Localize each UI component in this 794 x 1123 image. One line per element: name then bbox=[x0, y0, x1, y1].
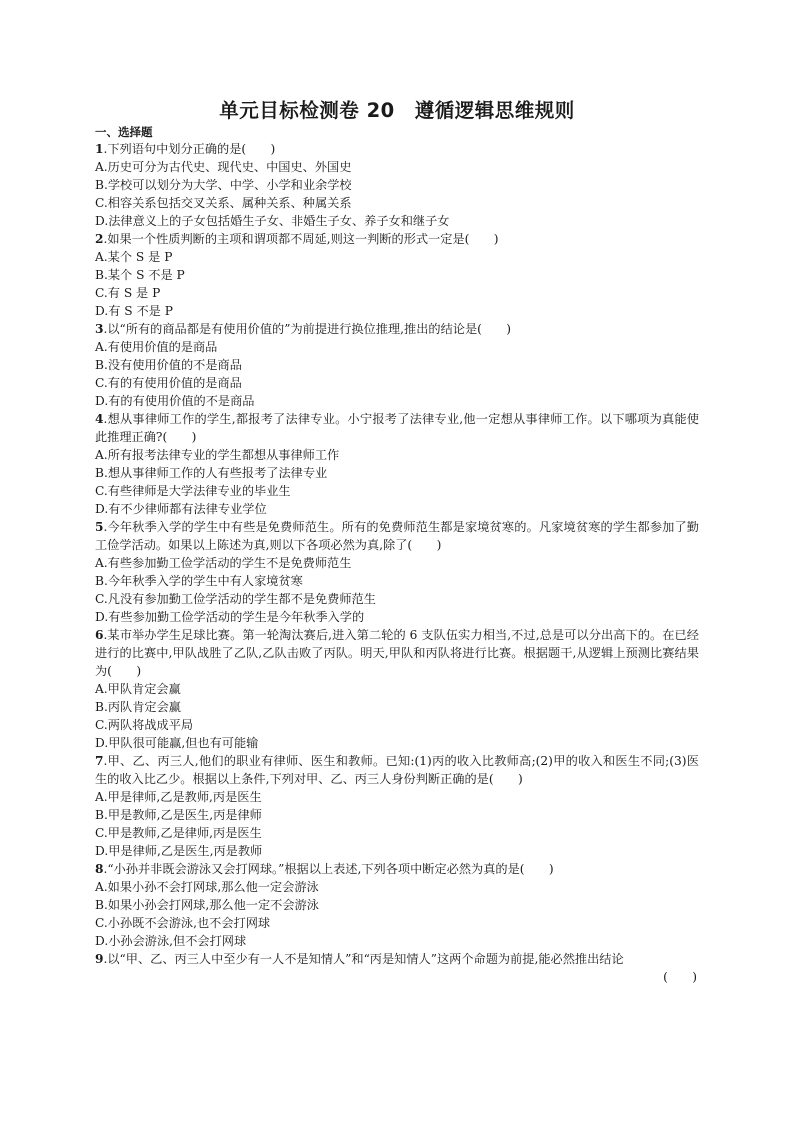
option-b: B.学校可以划分为大学、中学、小学和业余学校 bbox=[95, 178, 352, 192]
question-number: 7 bbox=[95, 754, 104, 768]
question-text: .甲、乙、丙三人,他们的职业有律师、医生和教师。已知:(1)丙的收入比教师高;(2)甲的收入和医生不同;(3)医生的收入比乙少。根据以上条件,下列对甲、乙、丙三人身份判断正确的是( ) bbox=[95, 754, 699, 786]
question-number: 8 bbox=[95, 862, 104, 876]
exam-page bbox=[95, 98, 699, 986]
option-b: B.今年秋季入学的学生中有人家境贫寒 bbox=[95, 574, 303, 588]
option-d: D.有 S 不是 P bbox=[95, 304, 173, 318]
question-number: 9 bbox=[95, 952, 104, 966]
option-c: C.有 S 是 P bbox=[95, 286, 161, 300]
question-text: .以“甲、乙、丙三人中至少有一人不是知情人”和“丙是知情人”这两个命题为前提,能必然推出结论 bbox=[103, 952, 624, 966]
question-text: .想从事律师工作的学生,都报考了法律专业。小宁报考了法律专业,他一定想从事律师工作。以下哪项为真能使此推理正确?( ) bbox=[95, 412, 699, 444]
option-a: A.甲是律师,乙是教师,丙是医生 bbox=[95, 790, 262, 804]
question-text: .以“所有的商品都是有使用价值的”为前提进行换位推理,推出的结论是( ) bbox=[103, 322, 512, 336]
question-block bbox=[95, 518, 699, 626]
question-number: 4 bbox=[95, 412, 104, 426]
question-block bbox=[95, 140, 699, 230]
question-block bbox=[95, 626, 699, 752]
question-block bbox=[95, 320, 699, 410]
question-stem bbox=[95, 626, 699, 680]
option-b: B.没有使用价值的不是商品 bbox=[95, 358, 242, 372]
question-stem bbox=[95, 950, 699, 968]
question-text: .“小孙并非既会游泳又会打网球。”根据以上表述,下列各项中断定必然为真的是( ) bbox=[103, 862, 554, 876]
question-number: 6 bbox=[95, 628, 104, 642]
question-number: 2 bbox=[95, 232, 104, 246]
option-d: D.有不少律师都有法律专业学位 bbox=[95, 502, 267, 516]
question-text: .下列语句中划分正确的是( ) bbox=[103, 142, 276, 156]
question-text: .今年秋季入学的学生中有些是免费师范生。所有的免费师范生都是家境贫寒的。凡家境贫寒的学生都参加了勤工俭学活动。如果以上陈述为真,则以下各项必然为真,除了( ) bbox=[95, 520, 699, 552]
option-c: C.有的有使用价值的是商品 bbox=[95, 376, 242, 390]
section-heading: 一、选择题 bbox=[95, 125, 153, 139]
question-list bbox=[95, 140, 699, 986]
option-a: A.某个 S 是 P bbox=[95, 250, 173, 264]
question-block bbox=[95, 230, 699, 320]
option-c: C.甲是教师,乙是律师,丙是医生 bbox=[95, 826, 262, 840]
question-block bbox=[95, 860, 699, 950]
question-stem bbox=[95, 320, 699, 338]
question-stem bbox=[95, 230, 699, 248]
option-b: B.甲是教师,乙是医生,丙是律师 bbox=[95, 808, 262, 822]
question-block bbox=[95, 410, 699, 518]
question-stem bbox=[95, 860, 699, 878]
option-b: B.某个 S 不是 P bbox=[95, 268, 185, 282]
option-b: B.丙队肯定会赢 bbox=[95, 700, 181, 714]
option-a: A.甲队肯定会赢 bbox=[95, 682, 181, 696]
option-a: A.如果小孙不会打网球,那么他一定会游泳 bbox=[95, 880, 319, 894]
option-c: C.凡没有参加勤工俭学活动的学生都不是免费师范生 bbox=[95, 592, 376, 606]
question-block bbox=[95, 752, 699, 860]
question-number: 3 bbox=[95, 322, 104, 336]
option-c: C.两队将战成平局 bbox=[95, 718, 194, 732]
question-stem bbox=[95, 410, 699, 446]
option-b: B.如果小孙会打网球,那么他一定不会游泳 bbox=[95, 898, 319, 912]
question-block bbox=[95, 950, 699, 986]
question-text: .如果一个性质判断的主项和谓项都不周延,则这一判断的形式一定是( ) bbox=[103, 232, 499, 246]
question-stem bbox=[95, 518, 699, 554]
answer-blank: ( ) bbox=[663, 970, 697, 984]
option-c: C.相容关系包括交叉关系、属种关系、种属关系 bbox=[95, 196, 352, 210]
option-c: C.小孙既不会游泳,也不会打网球 bbox=[95, 916, 271, 930]
option-d: D.甲队很可能赢,但也有可能输 bbox=[95, 736, 259, 750]
option-b: B.想从事律师工作的人有些报考了法律专业 bbox=[95, 466, 328, 480]
option-d: D.有些参加勤工俭学活动的学生是今年秋季入学的 bbox=[95, 610, 365, 624]
option-d: D.甲是律师,乙是医生,丙是教师 bbox=[95, 844, 263, 858]
option-a: A.历史可分为古代史、现代史、中国史、外国史 bbox=[95, 160, 352, 174]
option-a: A.所有报考法律专业的学生都想从事律师工作 bbox=[95, 448, 340, 462]
option-a: A.有些参加勤工俭学活动的学生不是免费师范生 bbox=[95, 556, 352, 570]
option-a: A.有使用价值的是商品 bbox=[95, 340, 218, 354]
question-stem bbox=[95, 752, 699, 788]
question-number: 1 bbox=[95, 142, 104, 156]
page-title: 单元目标检测卷 20 遵循逻辑思维规则 bbox=[219, 99, 575, 122]
option-d: D.小孙会游泳,但不会打网球 bbox=[95, 934, 247, 948]
question-number: 5 bbox=[95, 520, 104, 534]
question-stem bbox=[95, 140, 699, 158]
option-c: C.有些律师是大学法律专业的毕业生 bbox=[95, 484, 291, 498]
option-d: D.法律意义上的子女包括婚生子女、非婚生子女、养子女和继子女 bbox=[95, 214, 450, 228]
question-text: .某市举办学生足球比赛。第一轮淘汰赛后,进入第二轮的 6 支队伍实力相当,不过,总是可以分出高下的。在已经进行的比赛中,甲队战胜了乙队,乙队击败了丙队。明天,甲队和丙队将进行比赛。根据题干,从逻辑上预测比赛结果为( ) bbox=[95, 628, 699, 678]
option-d: D.有的有使用价值的不是商品 bbox=[95, 394, 255, 408]
